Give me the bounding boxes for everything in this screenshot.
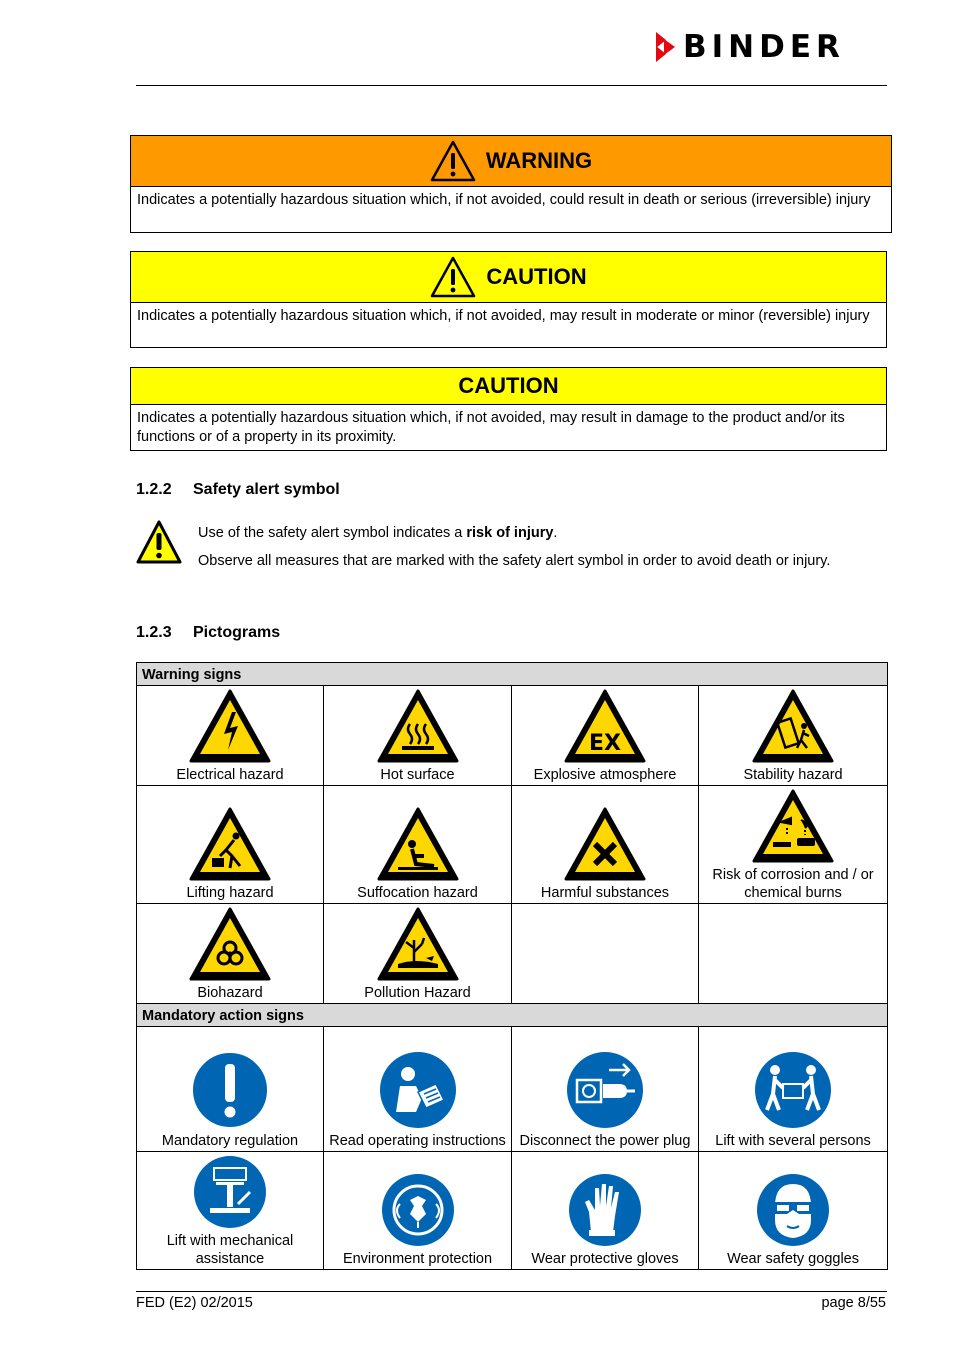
safety-alert-line1: Use of the safety alert symbol indicates a risk of injury. xyxy=(198,525,558,541)
picto-label: Mandatory regulation xyxy=(161,1133,299,1149)
corrosion-icon xyxy=(703,788,883,864)
caution-text-injury: Indicates a potentially hazardous situation which, if not avoided, may result in moderate or minor (reversible) injury xyxy=(137,308,870,324)
section-number: 1.2.2 xyxy=(136,481,172,498)
picto-cell xyxy=(512,1152,699,1270)
picto-cell xyxy=(699,1152,888,1270)
picto-cell xyxy=(137,904,324,1004)
picto-cell xyxy=(137,786,324,904)
picto-cell xyxy=(137,1027,324,1152)
picto-cell xyxy=(324,1027,512,1152)
gloves-icon xyxy=(516,1172,694,1248)
picto-label: Suffocation hazard xyxy=(357,885,478,901)
section-title: Safety alert symbol xyxy=(193,481,340,498)
suffocation-hazard-icon xyxy=(328,806,507,882)
warning-signs-header: Warning signs xyxy=(137,663,888,686)
caution-title-injury: CAUTION xyxy=(486,264,587,289)
footer-rule xyxy=(136,1291,887,1292)
safety-alert-icon xyxy=(136,520,182,569)
picto-label: Lifting hazard xyxy=(186,885,274,901)
warning-triangle-icon xyxy=(430,140,476,182)
caution-triangle-icon xyxy=(430,256,476,298)
section-title: Pictograms xyxy=(193,624,281,641)
biohazard-icon xyxy=(141,906,319,982)
pollution-hazard-icon xyxy=(328,906,507,982)
picto-cell xyxy=(324,904,512,1004)
picto-cell xyxy=(512,686,699,786)
picto-cell xyxy=(324,1152,512,1270)
lift-mechanical-icon xyxy=(141,1154,319,1230)
picto-label: Read operating instructions xyxy=(329,1133,506,1149)
picto-label: Explosive atmosphere xyxy=(533,767,677,783)
picto-cell xyxy=(512,1027,699,1152)
picto-label: Environment protection xyxy=(342,1251,493,1267)
electrical-hazard-icon xyxy=(141,688,319,764)
warning-text: Indicates a potentially hazardous situation which, if not avoided, could result in death or serious (irreversible) injury xyxy=(137,192,871,208)
svg-text:EX: EX xyxy=(589,731,621,756)
caution-box-injury xyxy=(130,251,887,348)
footer-page-number: page 8/55 xyxy=(821,1295,886,1311)
picto-label: Stability hazard xyxy=(743,767,843,783)
hot-surface-icon xyxy=(328,688,507,764)
picto-cell xyxy=(699,686,888,786)
stability-hazard-icon xyxy=(703,688,883,764)
picto-label: Lift with mechanical assistance xyxy=(166,1233,294,1267)
footer-document-id: FED (E2) 02/2015 xyxy=(136,1295,253,1311)
header-rule xyxy=(136,85,887,86)
safety-alert-line2: Observe all measures that are marked with the safety alert symbol in order to avoid death or injury. xyxy=(198,553,831,569)
picto-label: Pollution Hazard xyxy=(364,985,471,1001)
section-pictograms-heading xyxy=(136,624,280,642)
picto-cell xyxy=(699,1027,888,1152)
section-safety-alert-heading xyxy=(136,481,340,499)
picto-cell xyxy=(137,1152,324,1270)
safety-alert-text xyxy=(198,524,878,580)
caution-header-property xyxy=(131,368,886,405)
environment-protection-icon xyxy=(328,1172,507,1248)
caution-box-property xyxy=(130,367,887,451)
pictograms-table xyxy=(136,662,888,1270)
brand-name: BINDER xyxy=(683,29,845,65)
mandatory-regulation-icon xyxy=(141,1050,319,1130)
read-instructions-icon xyxy=(328,1050,507,1130)
picto-label: Harmful substances xyxy=(540,885,670,901)
goggles-icon xyxy=(703,1172,883,1248)
binder-logo-mark-icon xyxy=(655,30,677,64)
harmful-substances-icon xyxy=(516,806,694,882)
picto-cell xyxy=(137,686,324,786)
picto-label: Risk of corrosion and / or chemical burns xyxy=(712,867,874,901)
caution-text-property: Indicates a potentially hazardous situation which, if not avoided, may result in damage to the product and/or its functions or of a property in its proximity. xyxy=(137,410,845,445)
picto-cell xyxy=(512,786,699,904)
picto-label: Lift with several persons xyxy=(715,1133,871,1149)
lifting-hazard-icon xyxy=(141,806,319,882)
picto-cell xyxy=(324,786,512,904)
picto-cell xyxy=(699,786,888,904)
picto-label: Hot surface xyxy=(380,767,455,783)
picto-empty-cell xyxy=(512,904,699,1004)
picto-empty-cell xyxy=(699,904,888,1004)
picto-label: Electrical hazard xyxy=(176,767,284,783)
disconnect-power-icon xyxy=(516,1050,694,1130)
section-number: 1.2.3 xyxy=(136,624,172,641)
picto-label: Wear protective gloves xyxy=(531,1251,679,1267)
lift-several-persons-icon xyxy=(703,1050,883,1130)
caution-title-property: CAUTION xyxy=(458,373,559,398)
warning-title: WARNING xyxy=(485,148,593,173)
binder-logo xyxy=(655,30,887,64)
picto-label: Disconnect the power plug xyxy=(519,1133,691,1149)
mandatory-signs-header: Mandatory action signs xyxy=(137,1004,888,1027)
picto-label: Wear safety goggles xyxy=(727,1251,859,1267)
warning-header xyxy=(131,136,891,187)
explosive-atmosphere-icon xyxy=(516,688,694,764)
picto-cell xyxy=(324,686,512,786)
warning-box xyxy=(130,135,892,233)
caution-header-injury xyxy=(131,252,886,303)
picto-label: Biohazard xyxy=(197,985,263,1001)
